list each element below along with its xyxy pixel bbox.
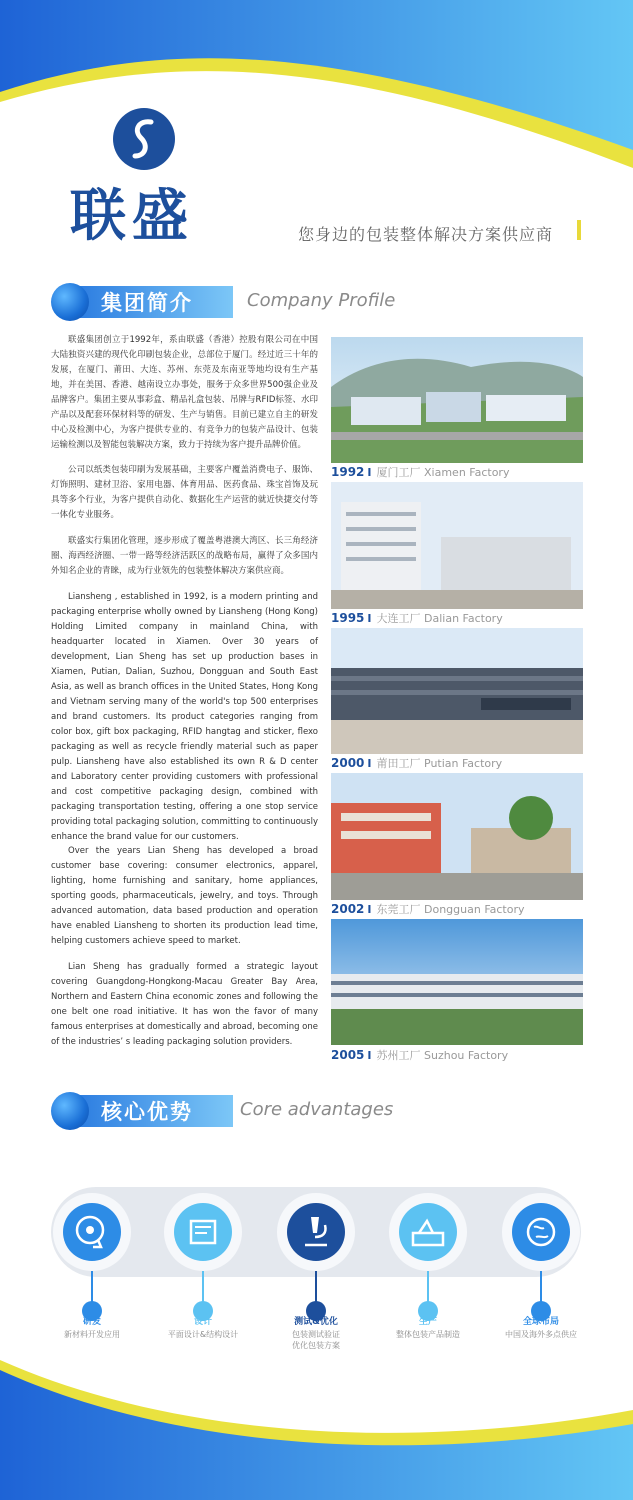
- core-advantages-title: 核心优势: [101, 1100, 193, 1124]
- dongguan-factory-caption: 2002 I 东莞工厂 Dongguan Factory: [331, 902, 525, 916]
- profile-paragraph: 联盛实行集团化管理，逐步形成了覆盖粤港澳大湾区、长三角经济圈、海西经济圈、一带一路等经济活跃区的战略布局，赢得了众多国内外知名企业的青睐，成为行业领先的包装整体解决方案供应商。: [51, 536, 318, 576]
- xiamen-factory-caption: 1992 I 厦门工厂 Xiamen Factory: [331, 465, 510, 479]
- putian-factory-photo: [331, 628, 583, 754]
- brand-name: 联盛: [70, 183, 194, 249]
- advantage-title: 研发: [82, 1317, 101, 1327]
- profile-paragraph: 联盛集团创立于1992年，系由联盛（香港）控股有限公司在中国大陆独资兴建的现代化印刷包装企业，总部位于厦门。经过近三十年的发展，在厦门、莆田、大连、苏州、东莞及东南亚等地均设有生产基地，并在美国、香港、越南设立办事处，服务于众多世界500强企业及品牌客户。集团主要从事彩盒、精品礼盒包装、吊牌与RFID标签、水印产品以及配套环保材料等的研发、生产与销售。目前已建立自主的研发中心及检测中心，为客户提供专业的、有竞争力的包装产品设计、包装运输检测以及智能包装解决方案，致力于持续为客户提升品牌价值。: [51, 335, 318, 450]
- core-advantages-title-en: Core advantages: [240, 1099, 394, 1120]
- putian-factory-caption: 2000 I 莆田工厂 Putian Factory: [331, 756, 503, 770]
- company-profile-header: [51, 283, 233, 321]
- advantage-desc: 包装测试验证 优化包装方案: [292, 1330, 340, 1350]
- advantage-testing: [277, 1193, 355, 1271]
- microscope-icon: [287, 1203, 345, 1261]
- brand-slogan: 您身边的包装整体解决方案供应商: [298, 225, 554, 244]
- advantage-desc: 新材料开发应用: [64, 1330, 120, 1339]
- logo-emblem: [113, 108, 175, 170]
- production-machine-icon: [399, 1203, 457, 1261]
- profile-paragraph: Lian Sheng has gradually formed a strategic layout covering Guangdong-Hongkong-Macau Greater Bay Area, Northern and Eastern China economic zones and following the one belt one road initiative. It has won the favor of many famous enterprises at domestically and abroad, becoming one of the industries’ s leading packaging solution providers.: [51, 962, 318, 1047]
- xiamen-factory-photo: [331, 337, 583, 463]
- advantage-title: 设计: [193, 1317, 212, 1327]
- header-ball-icon: [51, 283, 89, 321]
- brain-gear-icon: [63, 1203, 121, 1261]
- advantage-desc: 平面设计&结构设计: [167, 1330, 239, 1339]
- profile-paragraph: 公司以纸类包装印刷为发展基础，主要客户覆盖消费电子、服饰、灯饰照明、建材卫浴、家用电器、体育用品、医药食品、珠宝首饰及玩具等多个行业，为客户提供自动化、数据化生产运营的就近快捷交付等一体化专业服务。: [51, 465, 318, 520]
- dalian-factory-caption: 1995 I 大连工厂 Dalian Factory: [331, 611, 503, 625]
- profile-paragraph: Over the years Lian Sheng has developed a broad customer base covering: consumer electronics, apparel, lighting, home furnishing and sanitary, home appliances, sporting goods, pharmaceuticals, jewelry, and toys. Through advanced automation, data based production and operation have enabled Liansheng to shorten its production lead time, helping customers achieve speed to market.: [51, 846, 318, 946]
- slogan-accent-bar: [577, 220, 581, 240]
- globe-icon: [512, 1203, 570, 1261]
- advantage-title: 测试&优化: [294, 1317, 338, 1327]
- dalian-factory-photo: [331, 482, 583, 609]
- design-tools-icon: [174, 1203, 232, 1261]
- advantage-desc: 中国及海外多点供应: [505, 1330, 577, 1339]
- advantage-design: [164, 1193, 242, 1271]
- company-profile-title: 集团简介: [101, 291, 193, 315]
- advantage-production: [389, 1193, 467, 1271]
- company-profile-title-en: Company Profile: [247, 290, 396, 311]
- advantage-global: [502, 1193, 580, 1271]
- dongguan-factory-photo: [331, 773, 583, 900]
- profile-paragraph: Liansheng , established in 1992, is a modern printing and packaging enterprise wholly owned by Liansheng (Hong Kong) Holding Limited company in mainland China, with headquarter located in Xiamen. Over 30 years of development, Lian Sheng has set up production bases in Xiamen, Putian, Dalian, Suzhou, Dongguan and South East Asia, as well as branch offices in the United States, Hong Kong and Vietnam serving many of the world's top 500 enterprises and brand customers. Its product categories ranging from color box, gift box packaging, RFID hangtag and sticker, flexo packaging as well as recycle friendly material such as paper pulp. Liansheng have also established its own R & D center and Laboratory center providing customers with professional and cost competitive packaging design, combined with packaging transportation testing, offering a one stop service providing total packaging solution, committing to continuously enhance the brand value for our customers.: [51, 592, 318, 842]
- advantage-title: 生产: [418, 1317, 437, 1327]
- suzhou-factory-photo: [331, 919, 583, 1045]
- header-ball-icon: [51, 1092, 89, 1130]
- advantage-rd: [53, 1193, 131, 1271]
- advantage-desc: 整体包装产品制造: [396, 1330, 460, 1339]
- advantage-title: 全球布局: [522, 1317, 559, 1327]
- core-advantages-header: [51, 1092, 233, 1130]
- suzhou-factory-caption: 2005 I 苏州工厂 Suzhou Factory: [331, 1048, 509, 1062]
- bottom-wave-decoration: [0, 1330, 633, 1500]
